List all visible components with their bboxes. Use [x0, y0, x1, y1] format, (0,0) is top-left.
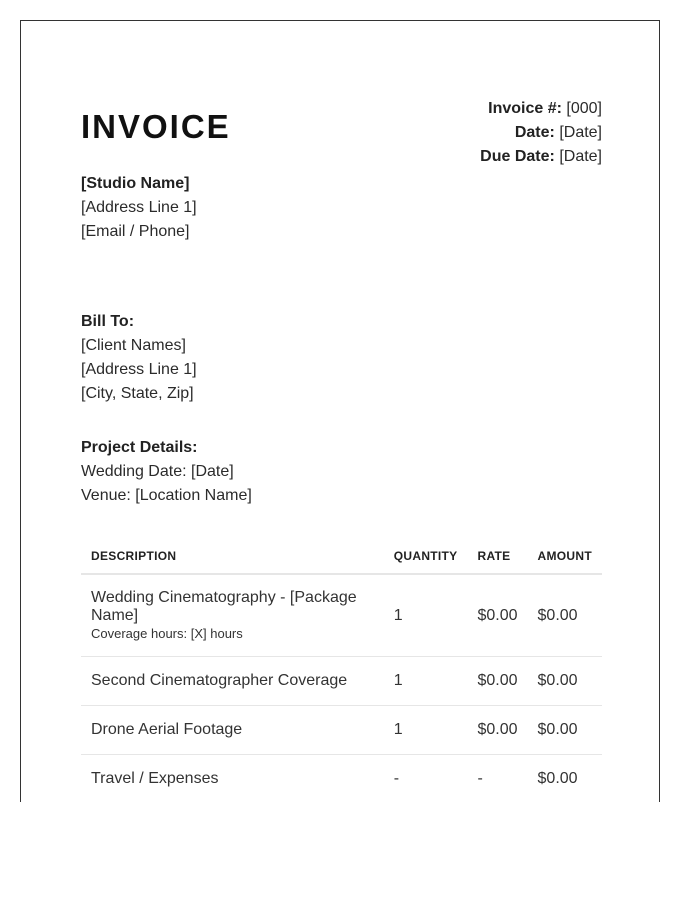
invoice-title: INVOICE: [81, 108, 231, 145]
studio-name: [Studio Name]: [81, 175, 190, 192]
project-details: [81, 436, 252, 508]
line-items-table: [81, 539, 602, 802]
venue: Venue: [Location Name]: [81, 487, 252, 504]
due-date-value: [Date]: [559, 148, 602, 165]
row-description-cell: [81, 574, 384, 657]
header-amount: AMOUNT: [528, 539, 602, 574]
client-city: [City, State, Zip]: [81, 385, 194, 402]
row-rate: $0.00: [467, 657, 527, 706]
project-details-heading: Project Details:: [81, 439, 198, 456]
invoice-number-line: [480, 97, 602, 121]
invoice-date-value: [Date]: [559, 124, 602, 141]
invoice-date-label: Date:: [514, 124, 555, 141]
table-row: [81, 574, 602, 657]
bill-to-heading: Bill To:: [81, 313, 135, 330]
row-amount: $0.00: [528, 755, 602, 803]
row-quantity: 1: [384, 706, 468, 755]
invoice-number-value: [000]: [566, 100, 602, 117]
invoice-meta: [480, 97, 602, 169]
row-quantity: -: [384, 755, 468, 803]
row-rate: -: [467, 755, 527, 803]
header-rate: RATE: [467, 539, 527, 574]
table-header-row: [81, 539, 602, 574]
invoice-number-label: Invoice #:: [488, 100, 562, 117]
invoice-page: [20, 20, 660, 802]
row-amount: $0.00: [528, 657, 602, 706]
client-address: [Address Line 1]: [81, 361, 197, 378]
row-quantity: 1: [384, 574, 468, 657]
row-quantity: 1: [384, 657, 468, 706]
row-description: Drone Aerial Footage: [81, 706, 384, 755]
row-note: Coverage hours: [X] hours: [91, 625, 243, 641]
client-names: [Client Names]: [81, 337, 186, 354]
bill-to: [81, 310, 197, 406]
row-description: Wedding Cinematography - [Package Name]: [91, 588, 357, 624]
row-description: Second Cinematographer Coverage: [81, 657, 384, 706]
table-row: [81, 657, 602, 706]
row-description: Travel / Expenses: [81, 755, 384, 803]
row-amount: $0.00: [528, 574, 602, 657]
studio-contact: [Email / Phone]: [81, 223, 190, 240]
invoice-date-line: [480, 121, 602, 145]
row-amount: $0.00: [528, 706, 602, 755]
header-description: DESCRIPTION: [81, 539, 384, 574]
due-date-label: Due Date:: [480, 148, 555, 165]
row-rate: $0.00: [467, 574, 527, 657]
header-quantity: QUANTITY: [384, 539, 468, 574]
wedding-date: Wedding Date: [Date]: [81, 463, 234, 480]
row-rate: $0.00: [467, 706, 527, 755]
table-row: [81, 755, 602, 803]
table-row: [81, 706, 602, 755]
studio-info: [81, 172, 197, 244]
studio-address: [Address Line 1]: [81, 199, 197, 216]
due-date-line: [480, 145, 602, 169]
